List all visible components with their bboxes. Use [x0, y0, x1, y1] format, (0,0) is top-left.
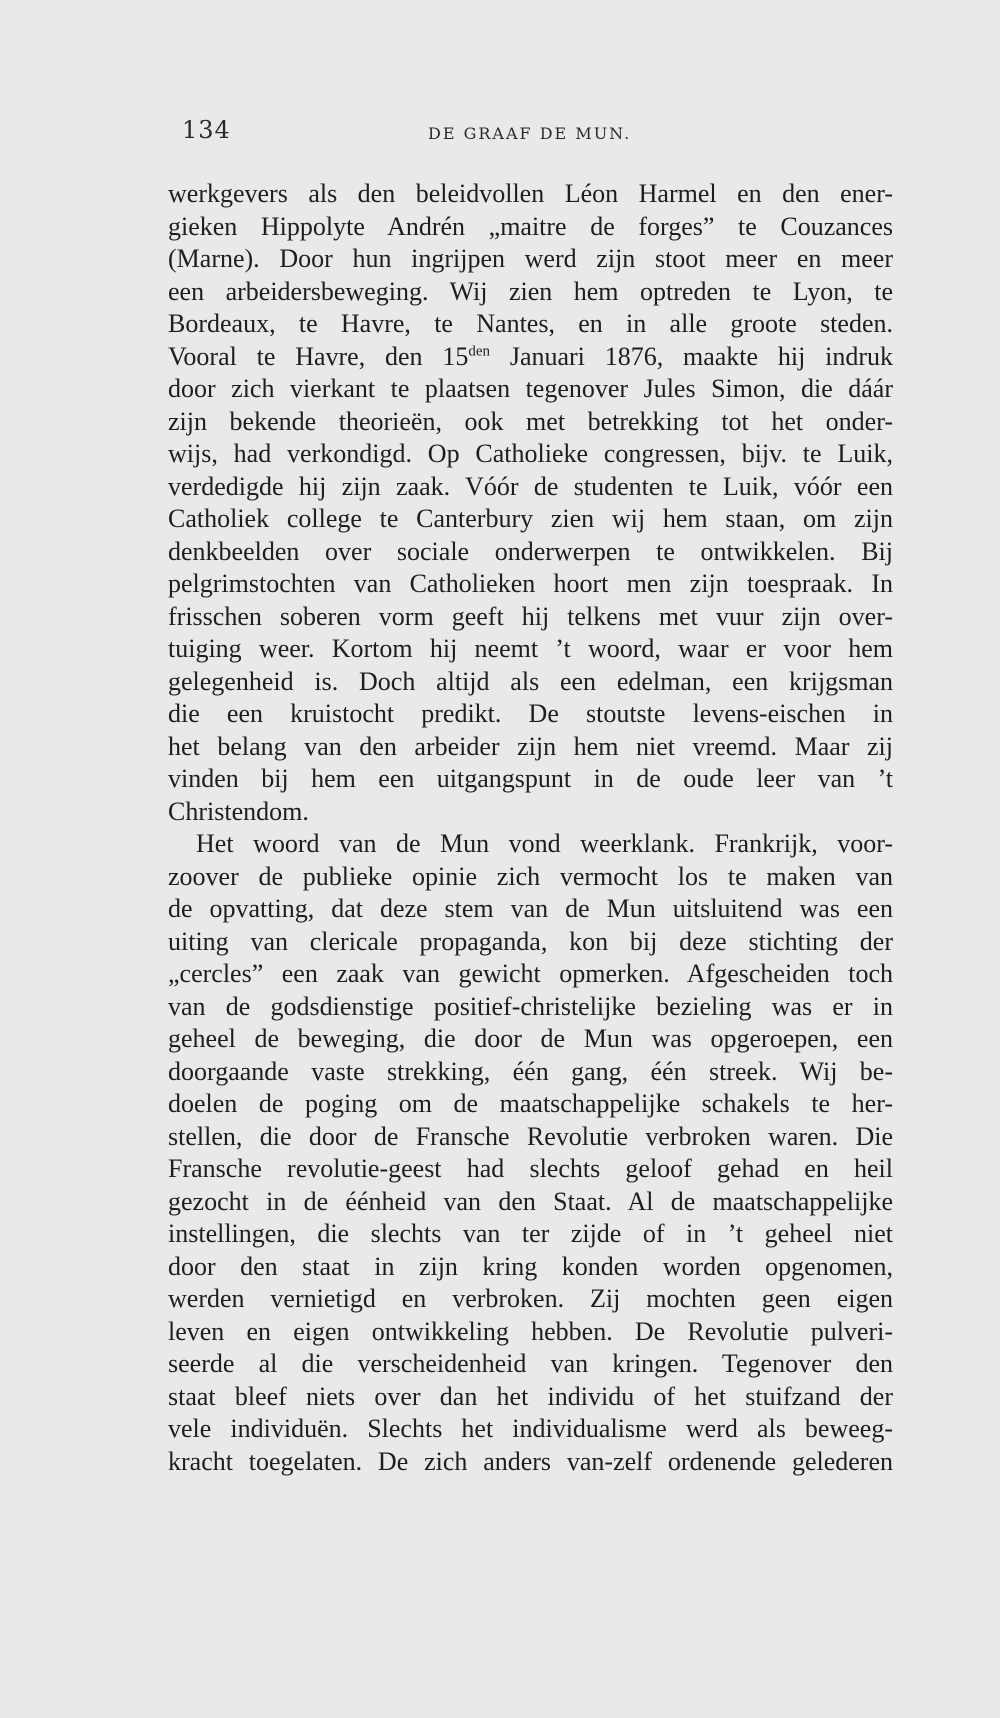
text-line: „cercles” een zaak van gewicht opmerken. Afgescheiden toch: [168, 959, 893, 988]
text-line: wijs, had verkondigd. Op Catholieke congressen, bijv. te Luik,: [168, 439, 893, 468]
text-line: staat bleef niets over dan het individu of het stuifzand der: [168, 1381, 893, 1411]
text-line: stellen, die door de Fransche Revolutie verbroken waren. Die: [168, 1121, 893, 1151]
text-line: de opvatting, dat deze stem van de Mun uitsluitend was een: [168, 894, 893, 923]
text-segment: Vooral te Havre, den 15: [168, 341, 469, 371]
superscript: den: [468, 342, 491, 359]
page-header: [182, 112, 892, 152]
text-line: geheel de beweging, die door de Mun was opgeroepen, een: [168, 1024, 893, 1053]
text-line: kracht toegelaten. De zich anders van-zelf ordenende gelederen: [168, 1446, 893, 1476]
text-line-with-superscript: [168, 341, 893, 374]
text-line: doorgaande vaste strekking, één gang, één streek. Wij be-: [168, 1056, 893, 1086]
text-line: die een kruistocht predikt. De stoutste levens-eischen in: [168, 699, 893, 728]
text-line: Het woord van de Mun vond weerklank. Frankrijk, voor-: [196, 829, 893, 858]
text-line: werden vernietigd en verbroken. Zij mochten geen eigen: [168, 1284, 893, 1313]
text-segment: Januari 1876, maakte hij indruk: [490, 341, 893, 371]
text-line: tuiging weer. Kortom hij neemt ’t woord, waar er voor hem: [168, 634, 893, 663]
text-line: vinden bij hem een uitgangspunt in de oude leer van ’t: [168, 764, 893, 793]
text-line: seerde al die verscheidenheid van kringen. Tegenover den: [168, 1349, 893, 1378]
text-line: uiting van clericale propaganda, kon bij deze stichting der: [168, 926, 893, 956]
text-line: Christendom.: [168, 796, 309, 826]
text-line: door den staat in zijn kring konden worden opgenomen,: [168, 1251, 893, 1281]
body-text: [168, 178, 893, 1478]
text-line: pelgrimstochten van Catholieken hoort men zijn toespraak. In: [168, 569, 893, 598]
text-line: verdedigde hij zijn zaak. Vóór de studenten te Luik, vóór een: [168, 471, 893, 501]
text-line: Bordeaux, te Havre, te Nantes, en in alle groote steden.: [168, 309, 893, 338]
text-line: instellingen, die slechts van ter zijde of in ’t geheel niet: [168, 1219, 893, 1248]
running-head: DE GRAAF DE MUN.: [428, 124, 632, 143]
text-line: werkgevers als den beleidvollen Léon Harmel en den ener-: [168, 179, 893, 208]
text-line: (Marne). Door hun ingrijpen werd zijn stoot meer en meer: [168, 244, 893, 273]
text-line: gelegenheid is. Doch altijd als een edelman, een krijgsman: [168, 666, 893, 696]
text-line: Fransche revolutie-geest had slechts geloof gehad en heil: [168, 1154, 893, 1183]
text-line: zijn bekende theorieën, ook met betrekking tot het onder-: [168, 406, 893, 436]
text-line: doelen de poging om de maatschappelijke schakels te her-: [168, 1089, 893, 1118]
text-line: van de godsdienstige positief-christelijke bezieling was er in: [168, 991, 893, 1021]
text-line: gieken Hippolyte Andrén „maitre de forges” te Couzances: [168, 211, 893, 241]
text-line: denkbeelden over sociale onderwerpen te ontwikkelen. Bij: [168, 536, 893, 566]
text-line: zoover de publieke opinie zich vermocht los te maken van: [168, 861, 893, 891]
text-line: een arbeidersbeweging. Wij zien hem optreden te Lyon, te: [168, 276, 893, 306]
text-line: gezocht in de éénheid van den Staat. Al de maatschappelijke: [168, 1186, 893, 1216]
text-line: frisschen soberen vorm geeft hij telkens met vuur zijn over-: [168, 601, 893, 631]
text-line: leven en eigen ontwikkeling hebben. De Revolutie pulveri-: [168, 1316, 893, 1346]
text-line: door zich vierkant te plaatsen tegenover Jules Simon, die dáár: [168, 374, 893, 403]
page-number: 134: [182, 116, 231, 144]
text-line: het belang van den arbeider zijn hem niet vreemd. Maar zij: [168, 731, 893, 761]
text-line: vele individuën. Slechts het individualisme werd als beweeg-: [168, 1414, 893, 1443]
text-line: Catholiek college te Canterbury zien wij hem staan, om zijn: [168, 504, 893, 533]
